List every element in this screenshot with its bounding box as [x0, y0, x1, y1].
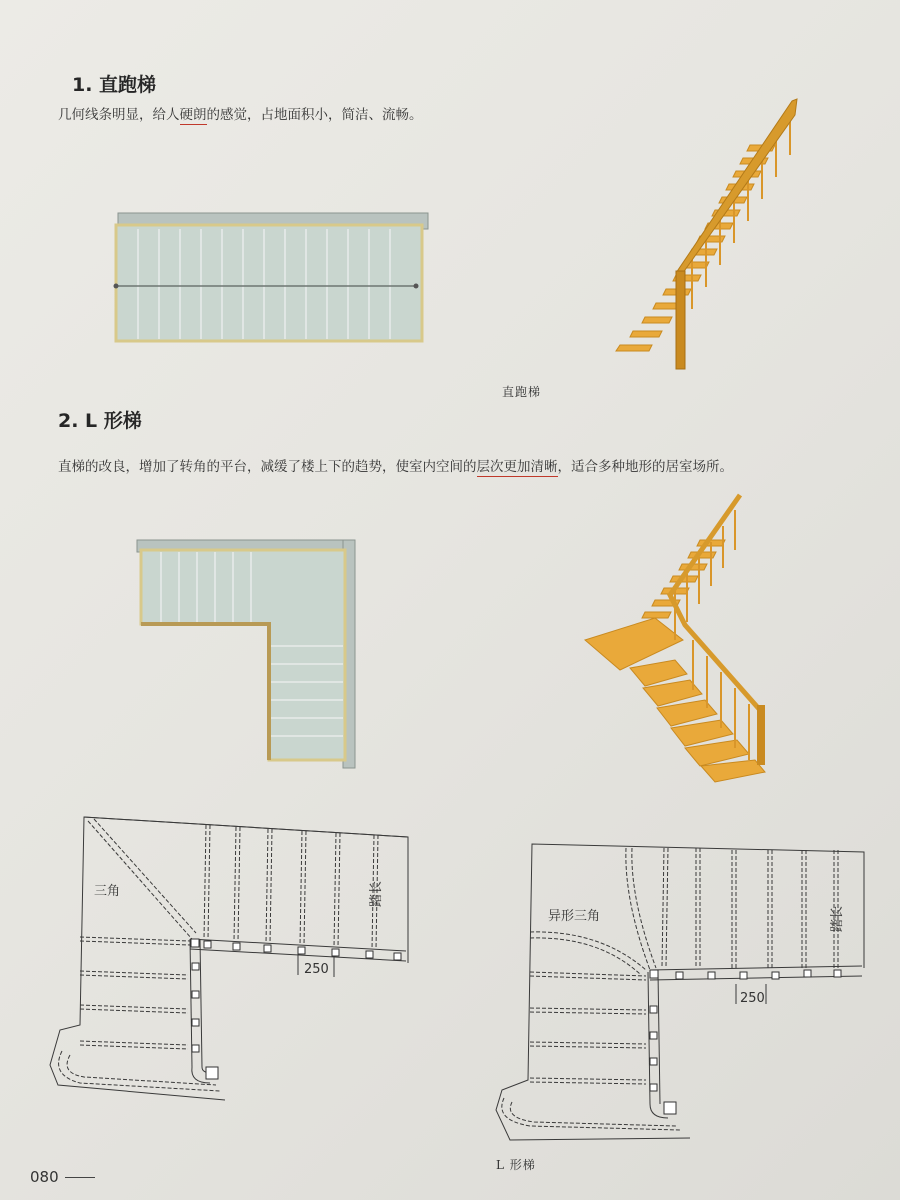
l-stair-plan: [135, 538, 360, 773]
page-number: [30, 1168, 95, 1186]
left-tread-label: 踏长: [369, 880, 384, 907]
right-tread-label: 踏长: [830, 905, 845, 932]
section2-caption: L 形梯: [496, 1158, 536, 1172]
section1-desc-before: 几何线条明显，给人: [58, 107, 180, 123]
section2-desc-before: 直梯的改良，增加了转角的平台，减缓了楼上下的趋势，使室内空间的: [58, 459, 477, 475]
section2-description: [58, 455, 733, 475]
section1-desc-after: 的感觉，占地面积小，简洁、流畅。: [206, 107, 423, 123]
right-corner-label: 异形三角: [548, 909, 601, 924]
right-l-stair-diagram: [490, 840, 870, 1140]
page-number-rule: [65, 1177, 95, 1178]
section2-desc-after: ，适合多种地形的居室场所。: [557, 459, 733, 475]
section2-heading: 2. L 形梯: [58, 410, 142, 432]
section1-heading: 1. 直跑梯: [72, 74, 157, 96]
l-stair-3d: [575, 490, 775, 785]
section1-caption: 直跑梯: [502, 385, 542, 399]
straight-stair-3d: [600, 95, 810, 380]
section1-description: [58, 103, 423, 123]
left-corner-label: 三角: [94, 884, 121, 899]
section1-desc-highlight: 硬朗: [179, 107, 207, 123]
section2-desc-highlight: 层次更加清晰: [476, 459, 558, 475]
left-l-stair-diagram: [40, 815, 420, 1105]
left-dimension: 250: [304, 962, 329, 977]
straight-stair-plan: [110, 205, 440, 355]
right-dimension: 250: [740, 991, 765, 1006]
page-number-value: 080: [30, 1168, 59, 1186]
